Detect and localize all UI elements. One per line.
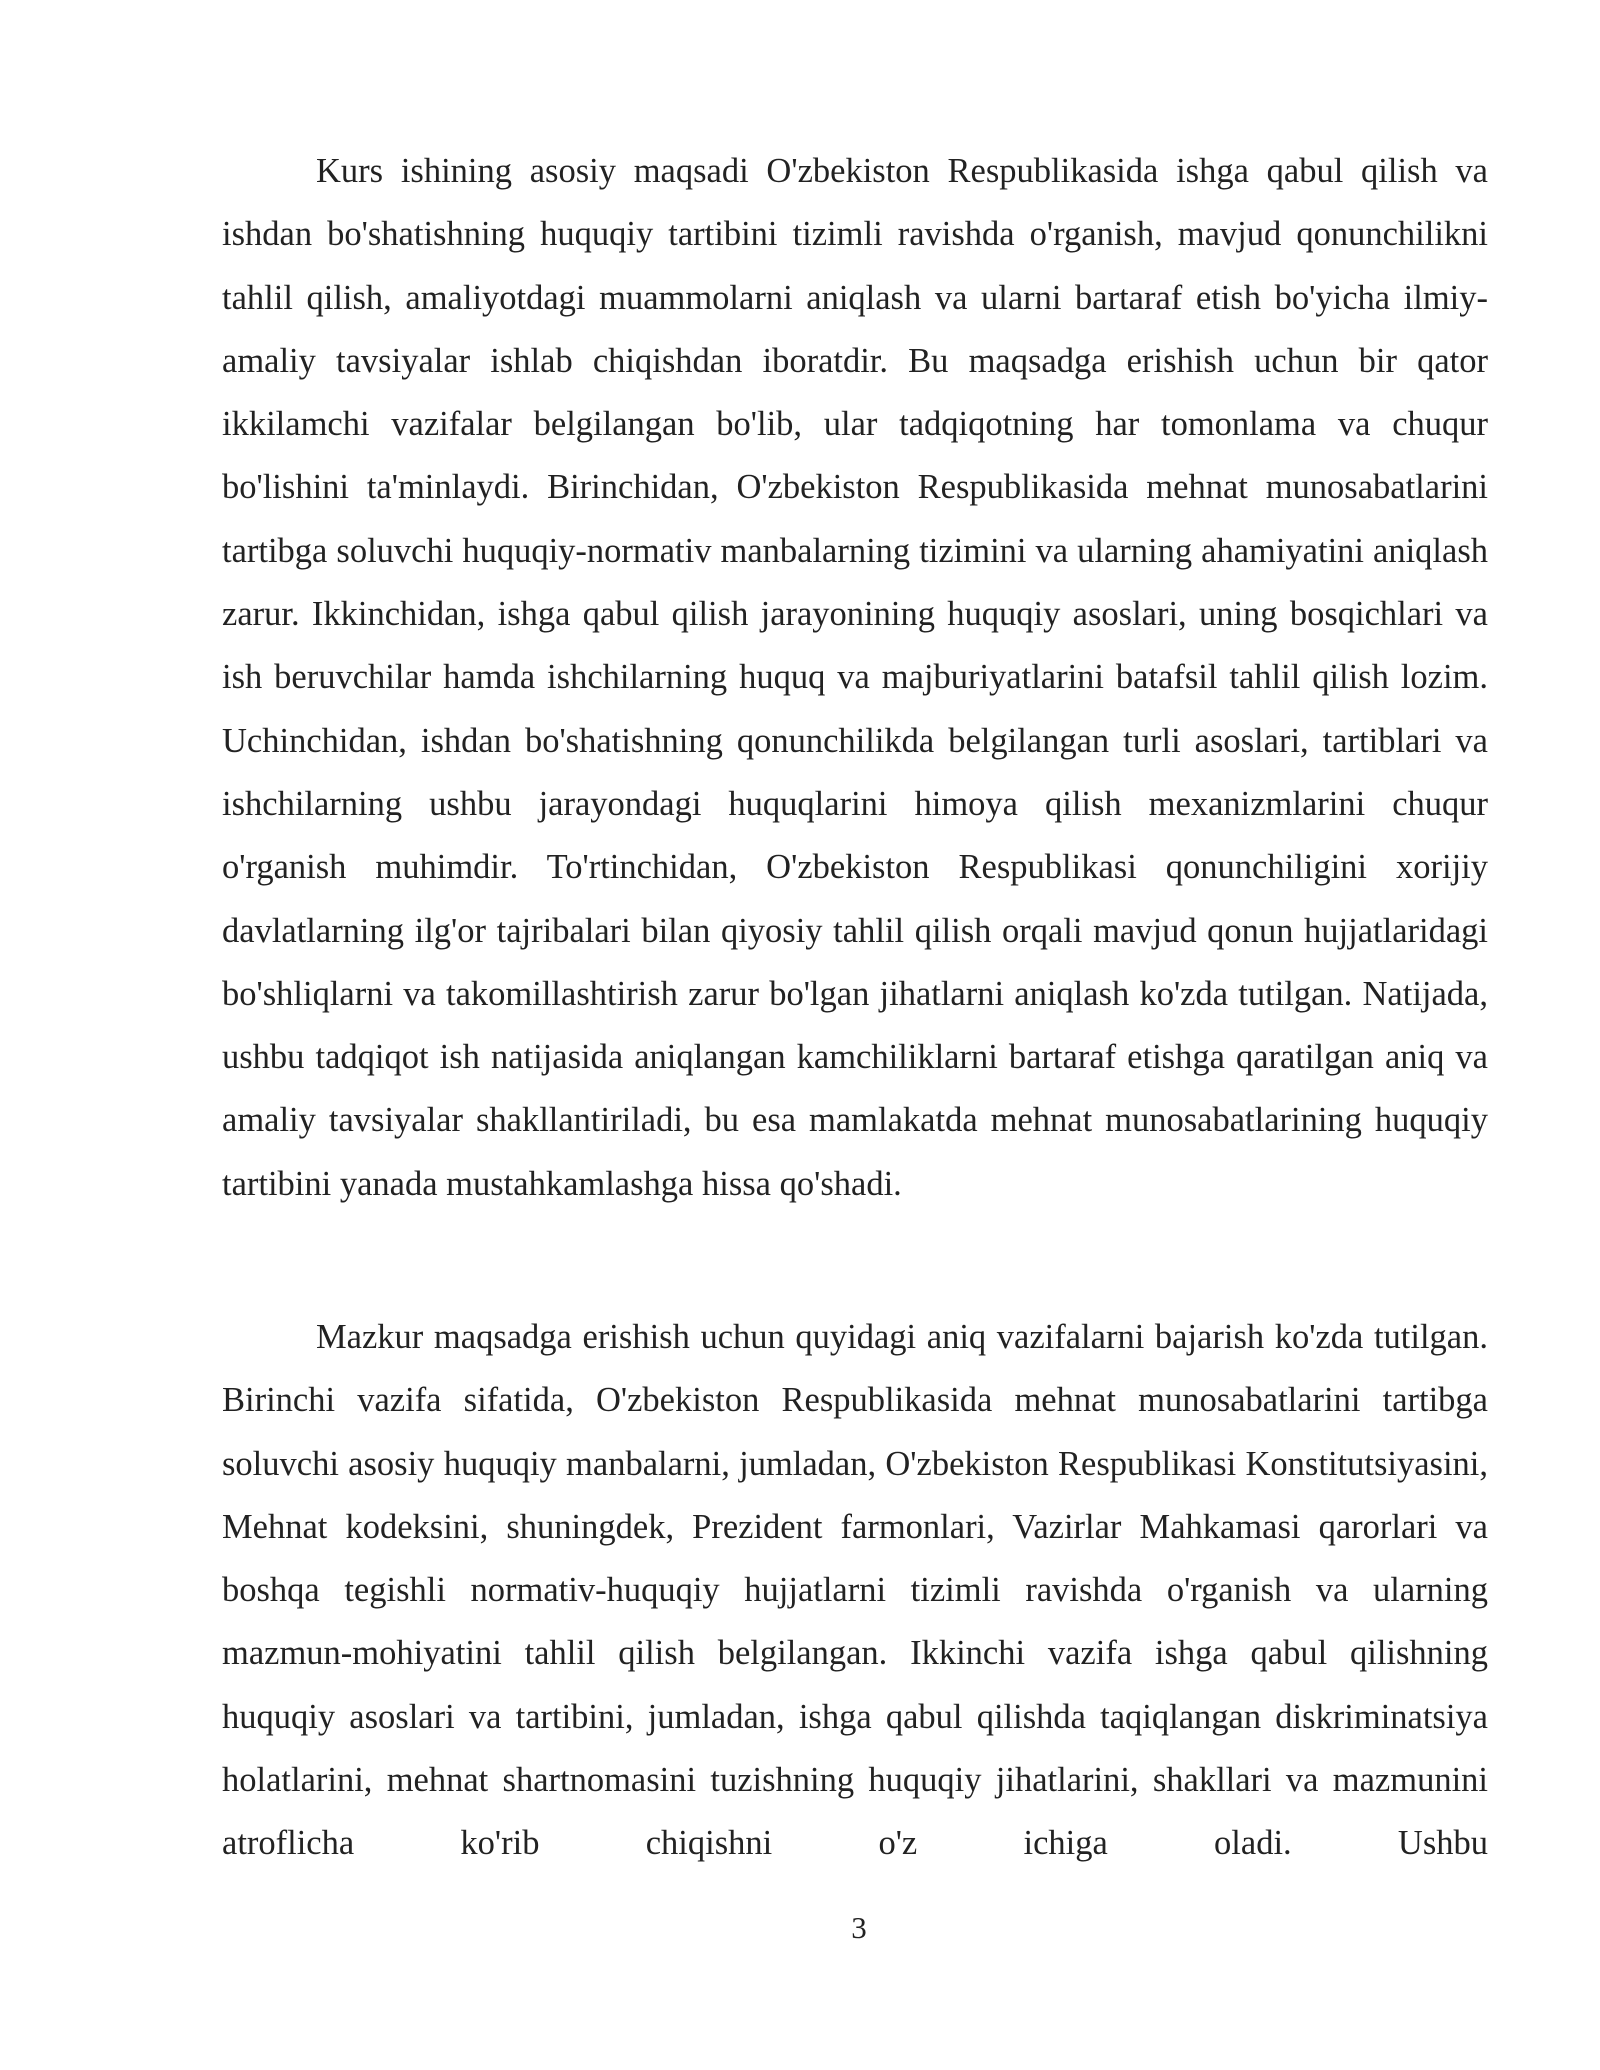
- paragraph-2: Mazkur maqsadga erishish uchun quyidagi aniq vazifalarni bajarish ko'zda tutilgan. Birinchi vazifa sifatida, O'zbekiston Respublikasida mehnat munosabatlarini tartibga soluvchi asosiy huquqiy manbalarni, jumladan, O'zbekiston Respublikasi Konstitutsiyasini, Mehnat kodeksini, shuningdek, Prezident farmonlari, Vazirlar Mahkamasi qarorlari va boshqa tegishli normativ-huquqiy hujjatlarni tizimli ravishda o'rganish va ularning mazmun-mohiyatini tahlil qilish belgilangan. Ikkinchi vazifa ishga qabul qilishning huquqiy asoslari va tartibini, jumladan, ishga qabul qilishda taqiqlangan diskriminatsiya holatlarini, mehnat shartnomasini tuzishning huquqiy jihatlarini, shakllari va mazmunini atroflicha ko'rib chiqishni o'z ichiga oladi. Ushbu: [222, 1318, 1488, 1863]
- page-number: 3: [851, 1910, 867, 1945]
- paragraph-1: Kurs ishining asosiy maqsadi O'zbekiston Respublikasida ishga qabul qilish va ishdan bo'shatishning huquqiy tartibini tizimli ravishda o'rganish, mavjud qonunchilikni tahlil qilish, amaliyotdagi muammolarni aniqlash va ularni bartaraf etish bo'yicha ilmiy-amaliy tavsiyalar ishlab chiqishdan iboratdir. Bu maqsadga erishish uchun bir qator ikkilamchi vazifalar belgilangan bo'lib, ular tadqiqotning har tomonlama va chuqur bo'lishini ta'minlaydi. Birinchidan, O'zbekiston Respublikasida mehnat munosabatlarini tartibga soluvchi huquqiy-normativ manbalarning tizimini va ularning ahamiyatini aniqlash zarur. Ikkinchidan, ishga qabul qilish jarayonining huquqiy asoslari, uning bosqichlari va ish beruvchilar hamda ishchilarning huquq va majburiyatlarini batafsil tahlil qilish lozim. Uchinchidan, ishdan bo'shatishning qonunchilikda belgilangan turli asoslari, tartiblari va ishchilarning ushbu jarayondagi huquqlarini himoya qilish mexanizmlarini chuqur o'rganish muhimdir. To'rtinchidan, O'zbekiston Respublikasi qonunchiligini xorijiy davlatlarning ilg'or tajribalari bilan qiyosiy tahlil qilish orqali mavjud qonun hujjatlaridagi bo'shliqlarni va takomillashtirish zarur bo'lgan jihatlarni aniqlash ko'zda tutilgan. Natijada, ushbu tadqiqot ish natijasida aniqlangan kamchiliklarni bartaraf etishga qaratilgan aniq va amaliy tavsiyalar shakllantiriladi, bu esa mamlakatda mehnat munosabatlarining huquqiy tartibini yanada mustahkamlashga hissa qo'shadi.: [222, 152, 1488, 1203]
